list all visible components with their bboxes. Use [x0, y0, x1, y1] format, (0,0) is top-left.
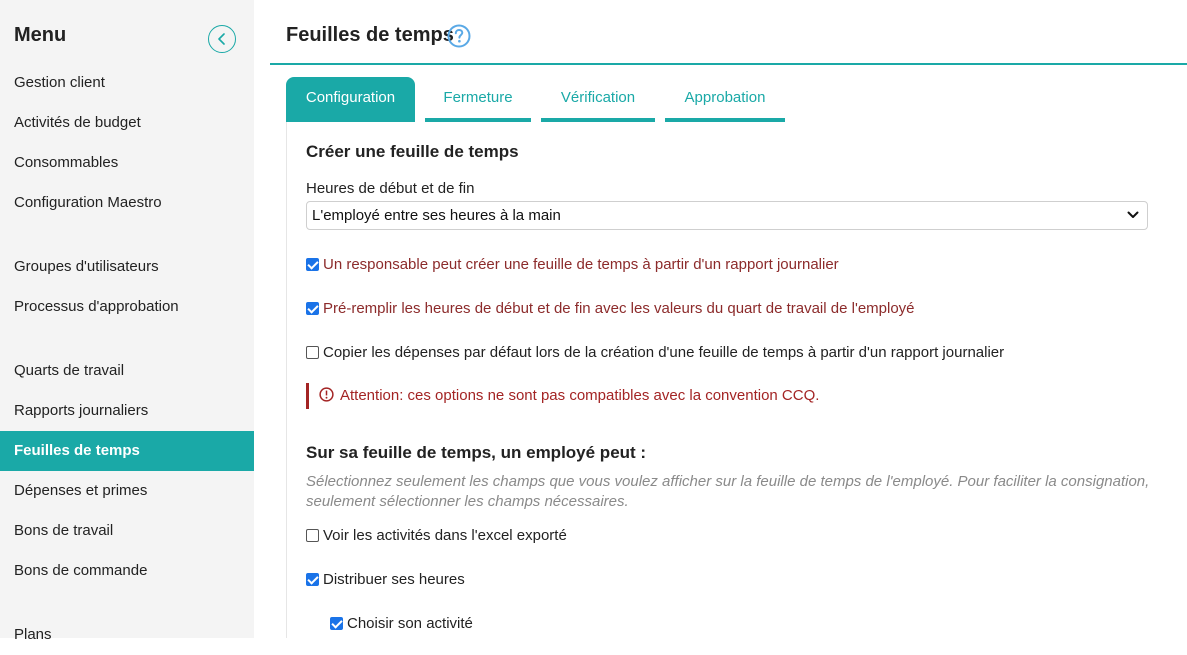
option-distribuer-heures-row	[306, 571, 465, 589]
sidebar-item-groupes-utilisateurs[interactable]: Groupes d'utilisateurs	[14, 258, 159, 275]
option-choisir-activite-row	[330, 615, 473, 633]
responsable-checkbox[interactable]	[306, 258, 319, 271]
sidebar-item-depenses-et-primes[interactable]: Dépenses et primes	[14, 482, 148, 499]
sidebar-item-processus-approbation[interactable]: Processus d'approbation	[14, 298, 179, 315]
header-divider	[270, 63, 1187, 65]
section-description: Sélectionnez seulement les champs que vous voulez afficher sur la feuille de temps de l'employé. Pour faciliter la consignation, seulement sélectionner les champs nécessaires.	[306, 473, 1150, 510]
sidebar-item-consommables[interactable]: Consommables	[14, 154, 119, 171]
option-label: Choisir son activité	[347, 615, 473, 632]
option-label: Copier les dépenses par défaut lors de la création d'une feuille de temps à partir d'un rapport journalier	[323, 344, 1005, 361]
ccq-warning	[306, 383, 819, 409]
sidebar-item-bons-de-commande[interactable]: Bons de commande	[14, 562, 148, 579]
sidebar-item-gestion-client[interactable]: Gestion client	[14, 74, 105, 91]
sidebar-item-configuration-maestro[interactable]: Configuration Maestro	[14, 194, 162, 211]
select-value: L'employé entre ses heures à la main	[312, 207, 561, 224]
tab-verification[interactable]: Vérification	[541, 77, 655, 122]
option-label: Distribuer ses heures	[323, 571, 465, 588]
tab-configuration[interactable]: Configuration	[286, 77, 415, 122]
chevron-down-icon	[1127, 210, 1139, 220]
option-copier-depenses-row	[306, 344, 1004, 362]
start-end-hours-select[interactable]	[306, 201, 1148, 230]
pre-remplir-checkbox[interactable]	[306, 302, 319, 315]
menu-title: Menu	[14, 24, 67, 46]
choisir-activite-checkbox[interactable]	[330, 617, 343, 630]
chevron-left-icon	[217, 33, 227, 45]
tab-fermeture[interactable]: Fermeture	[425, 77, 531, 122]
sidebar-item-activites-de-budget[interactable]: Activités de budget	[14, 114, 141, 131]
section-title-employe: Sur sa feuille de temps, un employé peut :	[306, 443, 647, 462]
option-label: Un responsable peut créer une feuille de temps à partir d'un rapport journalier	[323, 256, 839, 273]
tab-approbation[interactable]: Approbation	[665, 77, 785, 122]
question-circle-icon[interactable]	[447, 24, 471, 48]
option-label: Voir les activités dans l'excel exporté	[323, 527, 567, 544]
sidebar-item-plans[interactable]: Plans	[14, 626, 52, 643]
option-responsable-row	[306, 256, 839, 274]
page-title: Feuilles de temps	[286, 24, 454, 46]
alert-circle-icon	[319, 387, 334, 402]
start-end-hours-label: Heures de début et de fin	[306, 180, 475, 197]
copier-depenses-checkbox[interactable]	[306, 346, 319, 359]
option-pre-remplir-row	[306, 300, 915, 318]
collapse-sidebar-button[interactable]	[208, 25, 236, 53]
sidebar-item-bons-de-travail[interactable]: Bons de travail	[14, 522, 114, 539]
option-voir-activites-row	[306, 527, 567, 545]
section-title-creer: Créer une feuille de temps	[306, 142, 519, 161]
distribuer-heures-checkbox[interactable]	[306, 573, 319, 586]
sidebar	[0, 0, 254, 643]
option-label: Pré-remplir les heures de début et de fin avec les valeurs du quart de travail de l'employé	[323, 300, 915, 317]
warning-text: Attention: ces options ne sont pas compatibles avec la convention CCQ.	[340, 387, 820, 404]
tab-content-panel	[286, 122, 1187, 638]
voir-activites-checkbox[interactable]	[306, 529, 319, 542]
sidebar-item-feuilles-de-temps[interactable]: Feuilles de temps	[0, 431, 254, 471]
sidebar-item-rapports-journaliers[interactable]: Rapports journaliers	[14, 402, 149, 419]
sidebar-item-quarts-de-travail[interactable]: Quarts de travail	[14, 362, 125, 379]
